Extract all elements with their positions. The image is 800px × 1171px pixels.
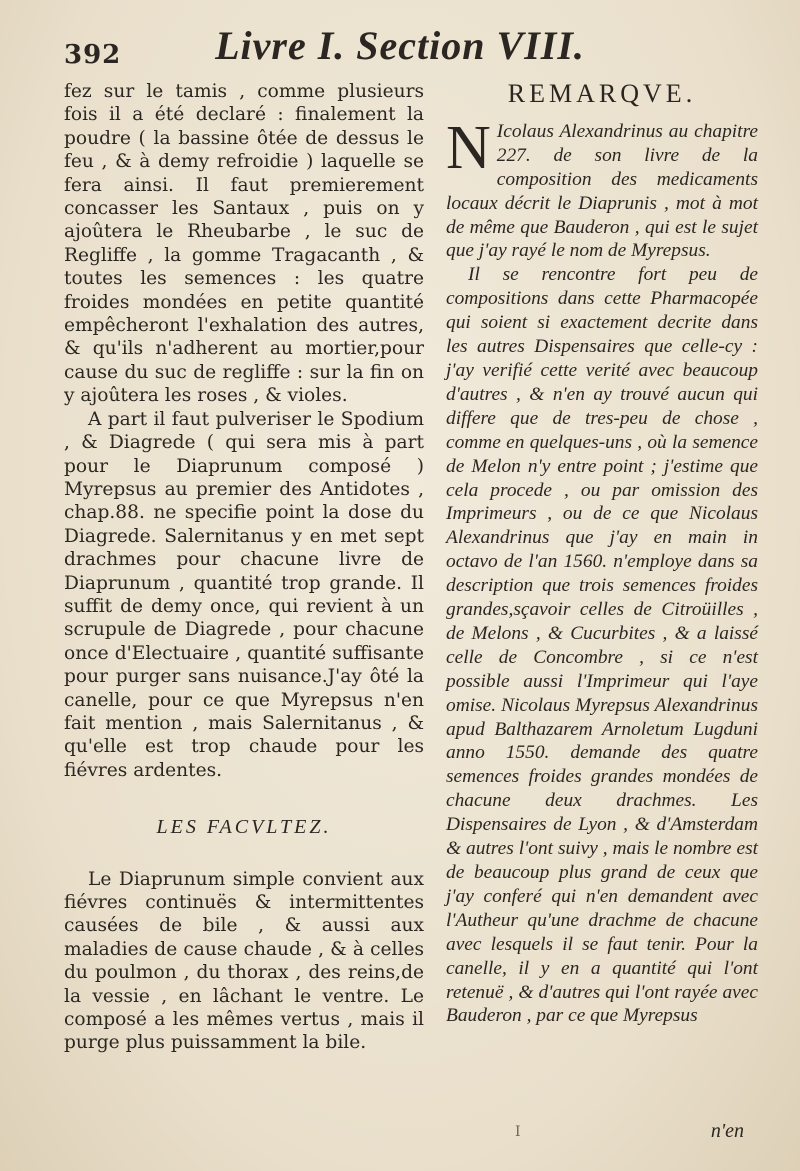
section-heading-facultez: LES FACVLTEZ. bbox=[156, 816, 332, 839]
signature-mark: I bbox=[515, 1124, 521, 1140]
page-number: 392 bbox=[64, 40, 122, 70]
dropcap-letter: N bbox=[446, 113, 491, 182]
remarque-paragraph-2: Il se rencontre fort peu de compositions dans cette Pharmacopée qui soient si exactement decrite dans les autres Dispensaires que celle-cy : j'ay verifié cette verité avec beaucoup d'autres , & n'en ay trouvé aucun qui differe que de tres-peu de chose , comme en quelques-uns , où la semence de Melon n'y entre point ; j'estime que cela procede , ou par omission des Imprimeurs , ou de ce que Nicolaus Alexandrinus que j'ay en main in octavo de l'an 1560. n'employe dans sa description que trois semences froides grandes,sçavoir celles de Citroüilles , de Melons , & Cucurbites , & a laissé celle de Concombre , si ce n'est possible aussi l'Imprimeur qui l'aye omise. Nicolaus Myrepsus Alexandrinus apud Balthazarem Arnoletum Lugduni anno 1550. demande des quatre semences froides grandes mondées de chacune deux drachmes. Les Dispensaires de Lyon , & d'Amsterdam & autres l'ont suivy , mais le nombre est de beaucoup plus grand de ceux que j'ay conferé qui n'en demandent avec l'Autheur qu'une drachme de chacune avec lesquels il se faut tenir. Pour la canelle, il y en a quantité qui l'ont retenuë , & d'autres qui l'ont rayée avec Bauderon , par ce que Myrepsus bbox=[446, 264, 758, 1027]
catchword: n'en bbox=[710, 1120, 744, 1142]
left-column bbox=[64, 80, 424, 1055]
running-title: Livre I. Section VIII. bbox=[215, 23, 585, 68]
right-column bbox=[446, 80, 758, 1028]
left-paragraph-2: A part il faut pulveriser le Spodium , & Diagrede ( qui sera mis à part pour le Diaprunum composé ) Myrepsus au premier des Antidotes , chap.88. ne specifie point la dose du Diagrede. Salernitanus y en met sept drachmes pour chacune livre de Diaprunum , quantité trop grande. Il suffit de demy once, qui revient à un scrupule de Diagrede , pour chacune once d'Electuaire , quantité suffisante pour purger sans nuisance.J'ay ôté la canelle, pour ce que Myrepsus n'en fait mention , mais Salernitanus , & qu'elle est trop chaude pour les fiévres ardentes. bbox=[64, 408, 424, 781]
facultez-paragraph: Le Diaprunum simple convient aux fiévres continuës & intermittentes causées de bile , & aussi aux maladies de cause chaude , & à celles du poulmon , du thorax , des reins,de la vessie , en lâchant le ventre. Le composé a les mêmes vertus , mais il purge plus puissamment la bile. bbox=[64, 868, 424, 1054]
left-paragraph-1: fez sur le tamis , comme plusieurs fois il a été declaré : finalement la poudre ( la bassine ôtée de dessus le feu , & à demy refroidie ) laquelle se fera ainsi. Il faut premierement concasser les Santaux , puis on y ajoûtera le Rheubarbe , le suc de Regliffe , la gomme Tragacanth , & toutes les semences : les quatre froides mondées en petite quantité empêcheront l'exhalation des autres, & qu'ils n'adherent au mortier,pour cause du suc de regliffe : sur la fin on y ajoûtera les roses , & violes. bbox=[64, 81, 424, 407]
remarque-heading: REMARQVE. bbox=[507, 79, 697, 108]
page-header bbox=[0, 18, 800, 78]
remarque-paragraph-1 bbox=[446, 113, 758, 263]
remarque-paragraph-1-text: Icolaus Alexandrinus au chapitre 227. de son livre de la composition des medicaments locaux décrit le Diaprunis , mot à mot de même que Bauderon , qui est le sujet que j'ay rayé le nom de Myrepsus. bbox=[446, 120, 758, 262]
